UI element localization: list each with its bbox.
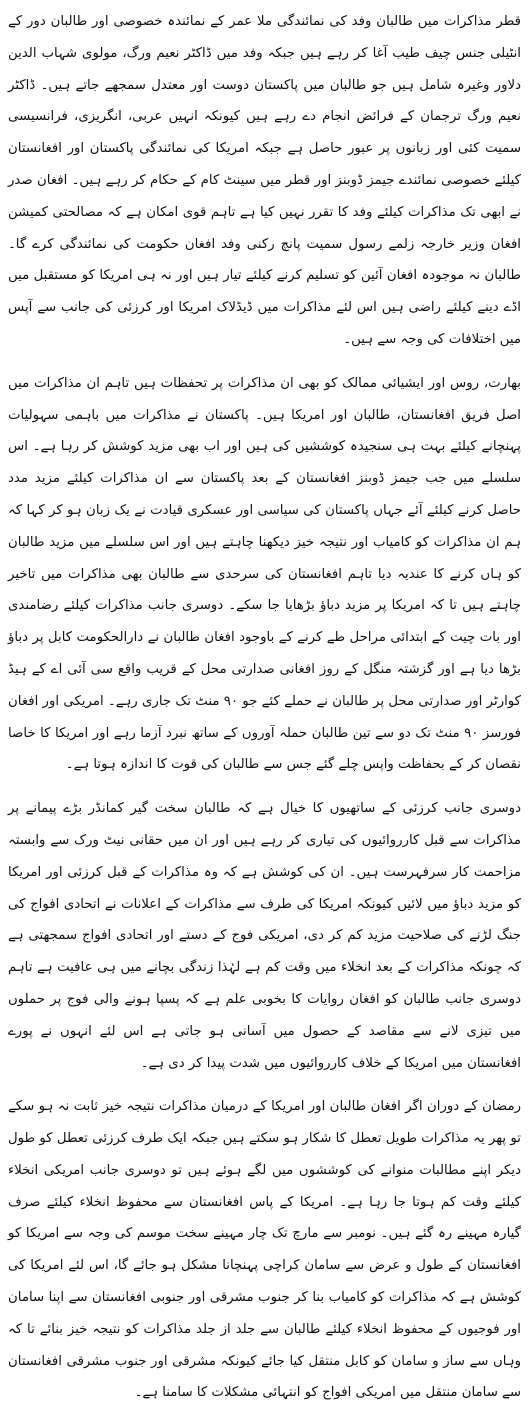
article-paragraph-4: رمضان کے دوران اگر افغان طالبان اور امریکا کے درمیان مذاکرات نتیجہ خیز ثابت نہ ہو سکے تو پھر یہ مذاکرات طویل تعطل کا شکار ہو سکتے ہیں جبکہ ایک طرف کرزئی تعطل کو طول دیکر اپنے مطالبات منوانے کی کوششوں میں لگے ہوئے ہیں تو دوسری جانب امریکی انخلاء کیلئے وقت کم ہوتا جا رہا ہے۔ امریکا کے پاس افغانستان سے محفوظ انخلاء کیلئے صرف گیارہ مہینے رہ گئے ہیں۔ نومبر سے مارچ تک چار مہینے سخت موسم کی وجہ سے امریکا کو افغانستان کے طول و عرض سے سامان کراچی پہنچانا مشکل ہو جائے گا، اس لئے امریکا کی کوشش ہے کہ مذاکرات کو کامیاب بنا کر جنوب مشرقی اور جنوبی افغانستان سے اپنا سامان اور فوجیوں کے محفوظ انخلاء کیلئے طالبان سے جلد از جلد مذاکرات کو نتیجہ خیز بنائے تا کہ وہاں سے ساز و سامان کو کابل منتقل کیا جائے کیونکہ مشرقی اور جنوب مشرقی افغانستان سے سامان منتقل میں امریکی افواج کو انتہائی مشکلات کا سامنا ہے۔ (8, 1099, 521, 1401)
article-paragraph-2: بھارت، روس اور ایشیائی ممالک کو بھی ان مذاکرات پر تحفظات ہیں تاہم ان مذاکرات میں اصل فریق افغانستان، طالبان اور امریکا ہیں۔ پاکستان نے مذاکرات میں باہمی سہولیات پہنچانے کیلئے بہت ہی سنجیدہ کوششیں کی ہیں اور اب بھی مزید کوشش کر رہا ہے۔ اس سلسلے میں جب جیمز ڈوبنز افغانستان کے بعد پاکستان سے ان مذاکرات کیلئے مزید مدد حاصل کرنے کیلئے آئے جہاں پاکستان کی سیاسی اور عسکری قیادت نے یک زبان ہو کر کہا کہ ہم ان مذاکرات کو کامیاب اور نتیجہ خیز دیکھنا چاہتے ہیں اور اس سلسلے میں مزید طالبان کو ہاں کرنے کا عندیہ دیا تاہم افغانستان کی سرحدی سے طالبان بھی مذاکرات میں تاخیر چاہتے ہیں تا کہ امریکا پر مزید دباؤ بڑھایا جا سکے۔ دوسری جانب مذاکرات کیلئے رضامندی اور بات چیت کے ابتدائی مراحل طے کرنے کے باوجود افغان طالبان نے دارالحکومت کابل پر دباؤ بڑھا دیا ہے اور گزشتہ منگل کے روز افغانی صدارتی محل کے قریب واقع سی آئی اے کے ہیڈ کوارٹر اور صدارتی محل پر طالبان نے حملے کئے جو ۹۰ منٹ تک جاری رہے۔ امریکی اور افغان فورسز ۹۰ منٹ تک دو سے تین طالبان حملہ آوروں کے ساتھ نبرد آزما رہے اور امریکا کا خاصا نقصان کر کے بحفاظت واپس چلے گئے جس سے طالبان کی قوت کا اندازہ ہوتا ہے۔ (8, 375, 522, 773)
article-paragraph-3: دوسری جانب کرزئی کے ساتھیوں کا خیال ہے کہ طالبان سخت گیر کمانڈر بڑے پیمانے پر مذاکرات سے قبل کارروائیوں کی تیاری کر رہے ہیں اور ان میں حقانی نیٹ ورک سے وابستہ مزاحمت کار سرفہرست ہیں۔ ان کی کوشش ہے کہ وہ مذاکرات کے قبل کرزئی اور امریکا کو مزید دباؤ میں لائیں کیونکہ امریکا کی طرف سے مذاکرات کے اعلانات نے اتحادی افواج کی جنگ لڑنے کی صلاحیت مزید کم کر دی، امریکی فوج کے دستے اور اتحادی افواج سمجھتی ہے کہ چونکہ مذاکرات کے بعد انخلاء میں وقت کم ہے لہٰذا زندگی بچانے میں ہی عافیت ہے تاہم دوسری جانب طالبان کو افغان روایات کا بخوبی علم ہے کہ پسپا ہونے والی فوج پر حملوں میں تیزی لانے سے مقاصد کے حصول میں آسانی ہو جاتی ہے اس لئے انہوں نے پورے افغانستان میں امریکا کے خلاف کارروائیوں میں شدت پیدا کر دی ہے۔ (8, 801, 521, 1071)
article-paragraph-1: قطر مذاکرات میں طالبان وفد کی نمائندگی ملا عمر کے نمائندہ خصوصی اور طالبان دور کے انٹیلی جنس چیف طیب آغا کر رہے ہیں جبکہ وفد میں ڈاکٹر نعیم ورگ، مولوی شہاب الدین دلاور وغیرہ شامل ہیں جو طالبان میں پاکستان دوست اور معتدل سمجھے جاتے ہیں۔ ڈاکٹر نعیم ورگ ترجمان کے فرائض انجام دے رہے ہیں کیونکہ انہیں عربی، انگریزی، فرانسیسی سمیت کئی اور زبانوں پر عبور حاصل ہے جبکہ امریکا کی نمائندگی پاکستان اور افغانستان کیلئے خصوصی نمائندے جیمز ڈوبنز اور قطر میں سینٹ کام کے حکام کر رہے ہیں۔ افغان صدر نے ابھی تک مذاکرات کیلئے وفد کا تقرر نہیں کیا ہے تاہم قوی امکان ہے کہ مصالحتی کمیشن افغان وزیر خارجہ زلمے رسول سمیت پانچ رکنی وفد افغان حکومت کی نمائندگی کرے گا۔ طالبان نہ موجودہ افغان آئین کو تسلیم کرنے کیلئے تیار ہیں اور نہ ہی امریکا کو مستقبل میں اڈے دینے کیلئے راضی ہیں اس لئے مذاکرات میں ڈیڈلاک امریکا اور کرزئی کی جانب سے آپس میں اختلافات کی وجہ سے ہیں۔ (8, 14, 521, 347)
